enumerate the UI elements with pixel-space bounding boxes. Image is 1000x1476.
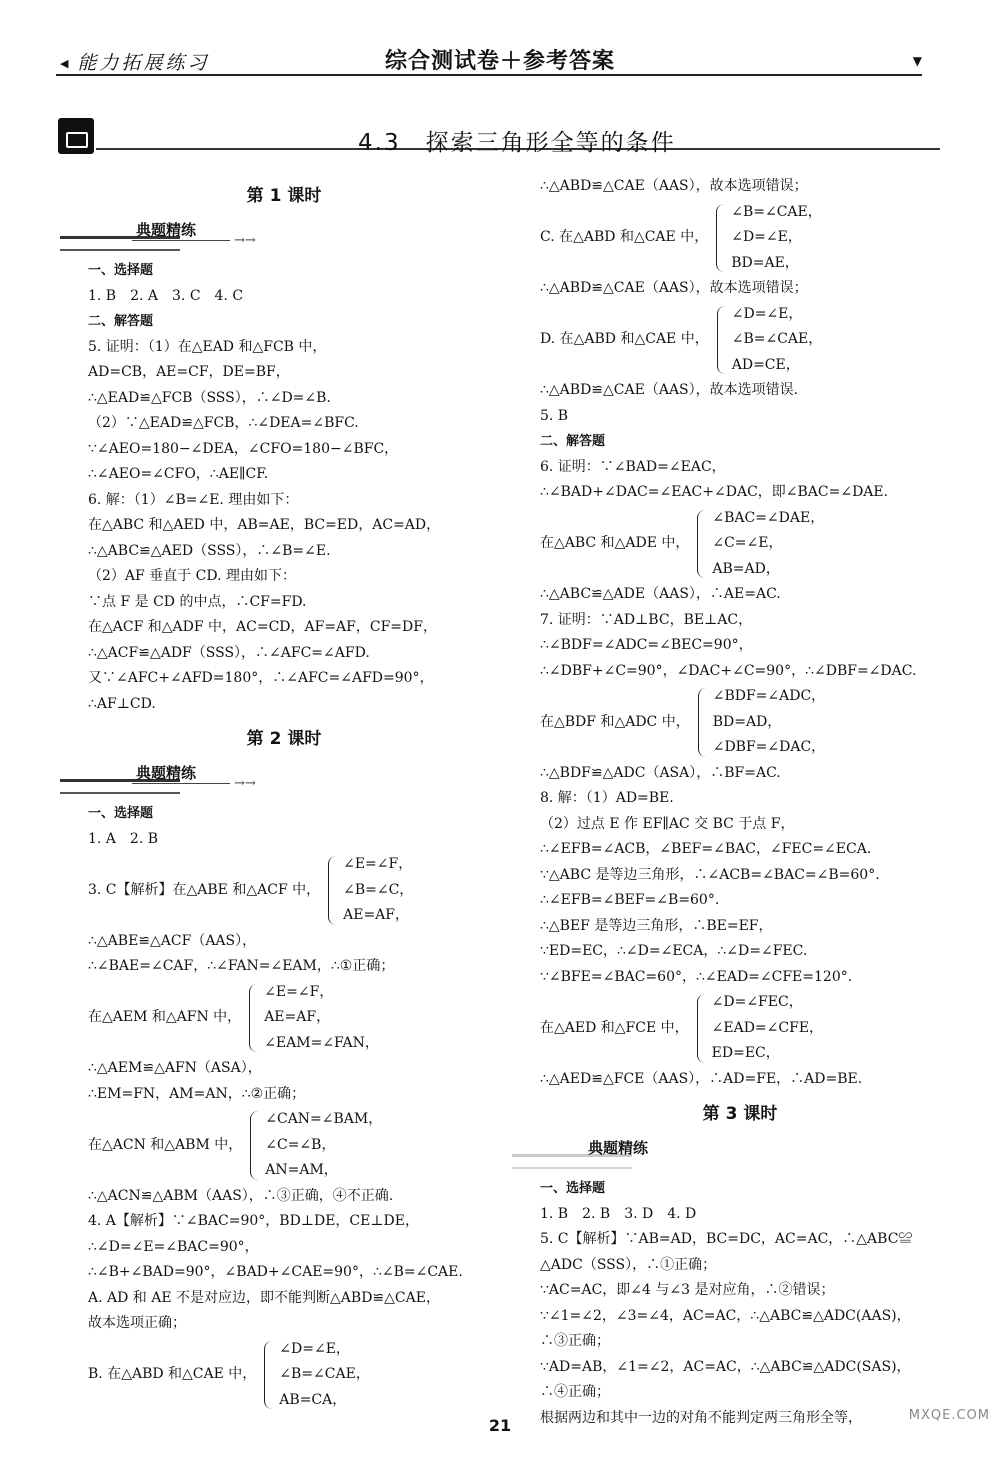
right-column [540,174,940,1431]
answer-line: ∴△ABD≌△CAE（AAS），故本选项错误； [540,280,808,296]
condition-line: ∠D=∠E， [731,305,803,322]
subsection-heading: 一、选择题 [540,1181,606,1196]
answer-line: 6. 证明：∵∠BAD=∠EAC， [540,458,726,475]
answer-line: ∴△BEF 是等边三角形，∴BE=EF， [540,917,773,934]
answer-line: 根据两边和其中一边的对角不能判定两三角形全等， [540,1409,862,1426]
condition-system [88,1107,480,1184]
banner-title: 典题精练 [136,221,197,239]
condition-lines [712,990,823,1067]
condition-lead: B. 在△ABD 和△CAE 中， [88,1366,257,1382]
header-rule [56,74,922,76]
lesson-title: 第 2 课时 [246,729,322,749]
condition-line: AB=CA， [279,1391,347,1408]
condition-lines [732,302,823,379]
answer-line: 故本选项正确； [88,1315,186,1331]
lesson-title: 第 3 课时 [702,1104,778,1124]
answer-line: 8. 解：（1）AD=BE. [540,790,674,806]
left-brace-icon [249,984,258,1053]
answer-line: 1. B 2. B 3. D 4. D [540,1205,697,1222]
answer-line: （2）过点 E 作 EF∥AC 交 BC 于点 F， [540,815,795,832]
condition-lead: 在△BDF 和△ADC 中， [540,713,690,730]
condition-line: ∠C=∠E， [712,535,783,551]
answer-line: 7. 证明：∵AD⊥BC，BE⊥AC， [540,611,753,628]
header-section-title: 综合测试卷＋参考答案 [384,49,615,74]
answer-block [88,801,480,852]
left-brace-icon [698,688,707,757]
answer-line: ∴∠DBF+∠C=90°，∠DAC+∠C=90°，∴∠DBF=∠DAC. [540,662,917,679]
answer-line: ∴∠BDF=∠ADC=∠BEC=90°， [540,637,753,653]
section-title: 4.3 探索三角形全等的条件 [358,130,676,156]
condition-line: ∠B=∠CAE， [731,331,823,347]
condition-line: AD=CE， [731,356,800,373]
condition-lines [279,1337,370,1414]
condition-line: ED=EC， [711,1045,780,1061]
subsection-heading: 二、解答题 [540,434,606,449]
answer-line: ∴△AED≌△FCE（AAS），∴AD=FE，∴AD=BE. [540,1070,863,1087]
section-heading [58,118,940,160]
answer-line: ∴④正确； [540,1384,610,1400]
watermark: MXQE.COM [908,1408,990,1423]
condition-lead: 在△ABC 和△ADE 中， [540,535,690,551]
answer-line: ∴△EAD≌△FCB（SSS），∴∠D=∠B. [88,389,331,406]
subsection-heading: 一、选择题 [88,263,154,278]
answer-line: ∵ED=EC，∴∠D=∠ECA，∴∠D=∠FEC. [540,943,808,959]
condition-line: ∠BDF=∠ADC， [712,688,826,704]
condition-line: ∠B=∠CAE， [279,1366,370,1382]
condition-line: AB=AD， [712,560,780,577]
answer-line: ∴EM=FN，AM=AN，∴②正确； [88,1085,306,1102]
answer-line: ∴∠D=∠E=∠BAC=90°， [88,1238,259,1255]
condition-line: ∠D=∠E， [279,1340,350,1357]
answer-line: ∴△ABD≌△CAE（AAS），故本选项错误； [540,178,808,194]
answer-block [88,1056,480,1107]
answer-line: ∴∠EFB=∠ACB，∠BEF=∠BAC，∠FEC=∠ECA. [540,841,872,857]
answer-line: ∴△ABC≌△ADE（AAS），∴AE=AC. [540,586,781,602]
condition-line: AE=AF， [264,1009,331,1025]
subsection-heading: 二、解答题 [88,314,154,329]
answer-line: ∴△ACN≌△ABM（AAS），∴③正确，④不正确. [88,1187,394,1204]
condition-line: ∠D=∠FEC， [711,994,803,1010]
double-arrow-icon: →→ [234,776,256,791]
left-brace-icon [264,1341,273,1410]
practice-banner [540,1136,940,1176]
page-number: 21 [488,1416,512,1435]
answer-block [540,174,940,200]
answer-line: ∴③正确； [540,1333,610,1349]
banner-underline [132,783,230,784]
condition-line: ∠D=∠E， [731,229,802,245]
condition-line: ∠EAM=∠FAN， [264,1034,379,1051]
header-marker-icon: ▼ [912,54,922,68]
answer-line: ∵∠1=∠2，∠3=∠4，AC=AC，∴△ABC≌△ADC(AAS)， [540,1307,911,1324]
answer-line: △ADC（SSS），∴①正确； [540,1256,717,1273]
banner-title: 典题精练 [588,1139,649,1157]
condition-lead: 在△AED 和△FCE 中， [540,1019,689,1036]
banner-title: 典题精练 [136,764,197,782]
page-header [0,40,1000,80]
condition-lines [713,684,825,761]
answer-line: 在△ACF 和△ADF 中，AC=CD，AF=AF，CF=DF， [88,619,437,635]
answer-line: A. AD 和 AE 不是对应边，即不能判断△ABD≌△CAE， [88,1289,440,1306]
answer-line: （2）AF 垂直于 CD. 理由如下： [88,568,296,584]
condition-line: ∠CAN=∠BAM， [265,1111,383,1127]
condition-lines [265,1107,382,1184]
answer-line: ∵点 F 是 CD 的中点，∴CF=FD. [88,593,307,610]
condition-lines [343,852,413,929]
banner-underline [132,240,230,241]
condition-line: ∠B=∠CAE， [731,203,822,220]
condition-line: ∠E=∠F， [343,856,413,872]
answer-line: 5. 证明：（1）在△EAD 和△FCB 中， [88,338,327,355]
condition-system [540,506,940,583]
condition-system [540,684,940,761]
answer-line: （2）∵△EAD≌△FCB，∴∠DEA=∠BFC. [88,415,359,431]
answer-line: ∴∠B+∠BAD=90°，∠BAD+∠CAE=90°，∴∠B=∠CAE. [88,1264,463,1280]
answer-line: 1. A 2. B [88,830,159,847]
answer-block [540,582,940,684]
answer-line: ∵AC=AC，即∠4 与∠3 是对应角，∴②错误； [540,1282,835,1298]
lesson-title: 第 1 课时 [246,186,322,206]
answer-line: ∴△BDF≌△ADC（ASA），∴BF=AC. [540,764,781,781]
condition-line: AE=AF， [343,907,409,923]
answer-line: ∴△AEM≌△AFN（ASA）， [88,1060,262,1076]
condition-system [540,990,940,1067]
answer-block [540,1176,940,1431]
answer-line: 5. B [540,407,569,424]
answer-line: 1. B 2. A 3. C 4. C [88,287,244,304]
left-brace-icon [328,856,337,925]
answer-line: ∵AD=AB，∠1=∠2，AC=AC，∴△ABC≌△ADC(SAS)， [540,1358,911,1375]
left-brace-icon [250,1111,259,1180]
answer-line: ∴△ABD≌△CAE（AAS），故本选项错误. [540,382,799,398]
condition-line: ∠DBF=∠DAC， [712,739,826,755]
condition-lead: 3. C【解析】在△ABE 和△ACF 中， [88,881,321,898]
condition-line: ∠BAC=∠DAE， [712,509,825,526]
answer-block [540,276,940,302]
condition-lines [264,980,379,1057]
subsection-heading: 一、选择题 [88,806,154,821]
answer-block [88,1184,480,1337]
answer-line: 又∵∠AFC+∠AFD=180°，∴∠AFC=∠AFD=90°， [88,670,434,686]
condition-line: ∠EAD=∠CFE， [711,1019,824,1036]
answer-line: ∴∠AEO=∠CFO，∴AE∥CF. [88,466,269,482]
header-book-title: ◀ 能力拓展练习 [60,48,209,75]
condition-system [88,1337,480,1414]
condition-line: ∠B=∠C， [343,881,414,898]
condition-system [88,852,480,929]
answer-block [88,258,480,717]
condition-system [88,980,480,1057]
answer-line: ∴∠BAD+∠DAC=∠EAC+∠DAC，即∠BAC=∠DAE. [540,484,889,500]
condition-line: BD=AD， [712,713,782,730]
condition-system [540,200,940,277]
condition-lead: C. 在△ABD 和△CAE 中， [540,229,709,245]
practice-banner [88,761,480,801]
left-brace-icon [697,994,706,1063]
answer-line: ∵∠BFE=∠BAC=60°，∴∠EAD=∠CFE=120°. [540,968,853,985]
left-column [88,174,480,1413]
condition-line: ∠E=∠F， [264,983,334,1000]
left-brace-icon [717,306,726,375]
answer-block [540,761,940,991]
answer-line: ∴∠BAE=∠CAF，∴∠FAN=∠EAM，∴①正确； [88,958,395,974]
answer-line: ∴AF⊥CD. [88,695,156,712]
answer-line: ∵∠AEO=180−∠DEA，∠CFO=180−∠BFC， [88,440,399,457]
answer-line: 5. C【解析】∵AB=AD，BC=DC，AC=AC，∴△ABC≌ [540,1231,913,1247]
condition-system [540,302,940,379]
left-brace-icon [716,204,725,273]
lock-icon [58,118,94,154]
condition-lines [731,200,822,277]
practice-banner [88,218,480,258]
condition-line: BD=AE， [731,254,799,271]
answer-block [88,929,480,980]
answer-line: ∴△ACF≌△ADF（SSS），∴∠AFC=∠AFD. [88,644,370,661]
condition-lead: D. 在△ABD 和△CAE 中， [540,331,709,347]
answer-line: 在△ABC 和△AED 中，AB=AE，BC=ED，AC=AD， [88,517,441,533]
condition-line: ∠C=∠B， [265,1136,336,1153]
answer-line: ∴∠EFB=∠BEF=∠B=60°. [540,892,720,908]
answer-line: 6. 解：（1）∠B=∠E. 理由如下： [88,491,299,508]
answer-line: 4. A【解析】∵∠BAC=90°，BD⊥DE，CE⊥DE， [88,1213,419,1229]
condition-lead: 在△AEM 和△AFN 中， [88,1009,242,1025]
condition-lines [712,506,824,583]
double-arrow-icon: →→ [234,233,256,248]
answer-line: ∵△ABC 是等边三角形，∴∠ACB=∠BAC=∠B=60°. [540,866,880,883]
condition-line: AN=AM， [265,1162,338,1178]
answer-line: ∴△ABE≌△ACF（AAS）， [88,932,257,949]
condition-lead: 在△ACN 和△ABM 中， [88,1136,243,1153]
answer-line: AD=CB，AE=CF，DE=BF， [88,364,290,380]
answer-line: ∴△ABC≌△AED（SSS），∴∠B=∠E. [88,542,331,559]
answer-block [540,378,940,506]
answer-block [540,1067,940,1093]
left-brace-icon [697,510,706,579]
